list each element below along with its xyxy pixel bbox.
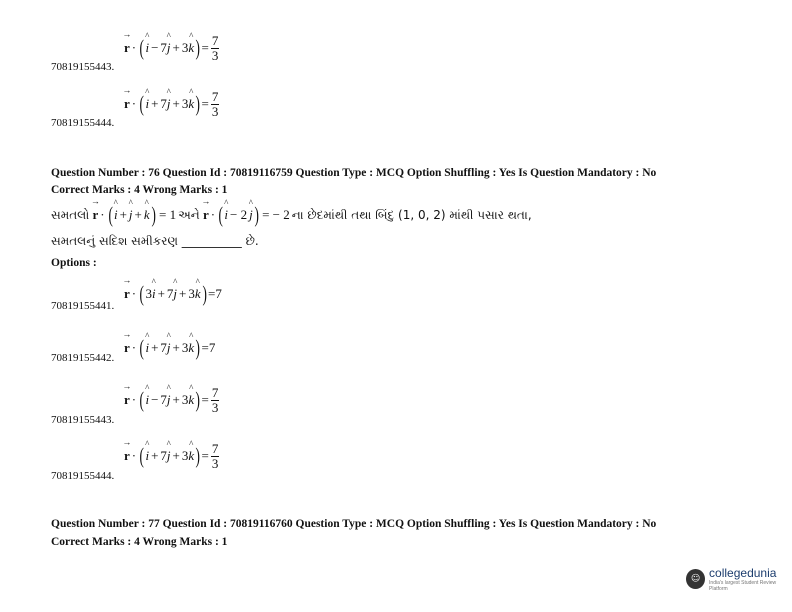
marks-line: Correct Marks : 4 Wrong Marks : 1 [51, 184, 228, 196]
option-equation: → r · ( ^ i + 7 ^ j + 3 ^ k ) =7 [124, 337, 215, 359]
option-equation: → r · ( ^ i + 7 ^ j + 3 ^ k ) = $\frac{7}{3}$ [124, 90, 219, 118]
option-id: 70819155442. [51, 352, 115, 364]
question-text-line2: સમતલનું સદિશ સમીકરણ __________ છે. [51, 234, 259, 248]
option-id: 70819155444. [51, 470, 115, 482]
option-equation: → r · ( 3 ^ i + 7 ^ j + 3 ^ k ) =7 [124, 283, 222, 305]
sign: − [151, 40, 159, 56]
option-id: 70819155444. [51, 117, 115, 129]
logo-mascot-icon: ☺ [686, 569, 705, 589]
question-header: Question Number : 76 Question Id : 70819116759 Question Type : MCQ Option Shuffling : Yes Is Question Mandatory : No [51, 167, 657, 179]
option-equation: → r · ( ^ i − 7 ^ j + 3 ^ k ) = $\frac{7}{3}$ [124, 34, 219, 62]
options-label: Options : [51, 257, 97, 269]
option-id: 70819155443. [51, 61, 115, 73]
option-id: 70819155441. [51, 300, 115, 312]
option-id: 70819155443. [51, 414, 115, 426]
logo-name: collegedunia [709, 566, 777, 580]
marks-line: Correct Marks : 4 Wrong Marks : 1 [51, 536, 228, 548]
option-equation: → r · ( ^ i + 7 ^ j + 3 ^ k ) = $\frac{7}{3}$ [124, 442, 219, 470]
question-text: સમતલો → r · ( ^ i + ^ j + ^ k ) = 1 અને → r · ( ^ i − 2 ^ j ) = − 2 ના છેદમાંથી તથા બિંદુ (1, 0, 2) માંથી પસાર થતા, [51, 204, 532, 226]
logo-tagline: India's largest Student Review Platform [709, 580, 777, 592]
option-equation: → r · ( ^ i − 7 ^ j + 3 ^ k ) = $\frac{7}{3}$ [124, 386, 219, 414]
vector-r: → r [124, 40, 130, 56]
question-header: Question Number : 77 Question Id : 70819116760 Question Type : MCQ Option Shuffling : Yes Is Question Mandatory : No [51, 518, 657, 530]
fraction: $\frac{7}{3}$ [211, 33, 219, 63]
collegedunia-logo [686, 566, 792, 592]
